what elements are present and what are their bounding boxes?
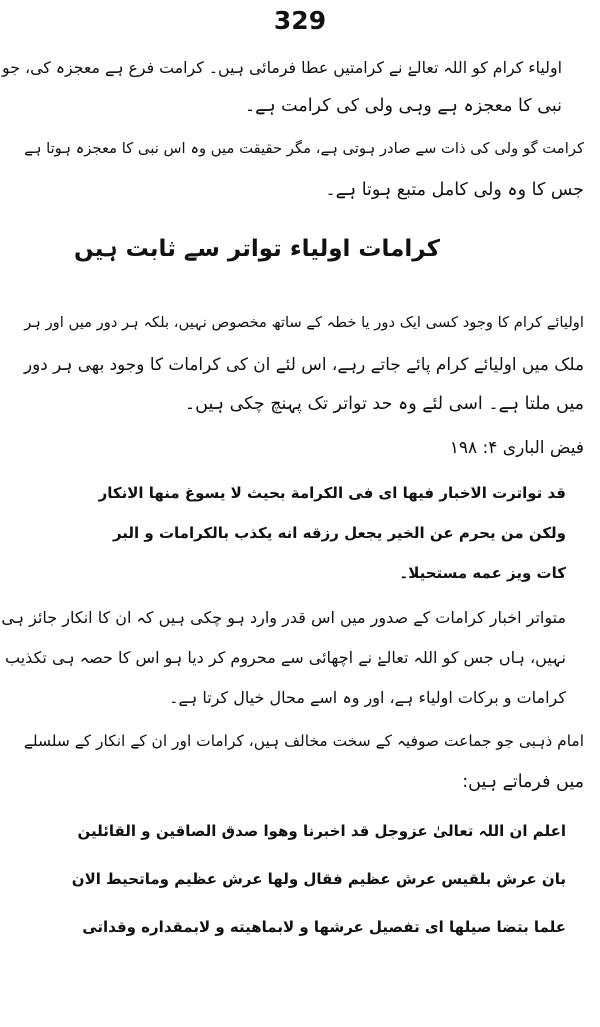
reference-line: فیض الباری ۴: ۱۹۸ <box>449 438 584 458</box>
text-line: نہیں، ہاں جس کو اللہ تعالےٰ نے اچھائی سے محروم کر دیا ہو اس کا حصہ ہی تکذیب <box>5 648 566 667</box>
arabic-quote-line: بان عرش بلقیس عرش عظیم فقال ولھا عرش عظیم وماتحیط الان <box>71 870 566 888</box>
arabic-quote-line: ولکن من یحرم عن الخیر یجعل رزقه انه یکذب بالکرامات و البر <box>112 524 566 542</box>
arabic-quote-line: کات ویز عمه مستحیلا۔ <box>399 564 566 582</box>
arabic-quote-line: علما بتضا صیلھا ای تفصیل عرشھا و لابماھیته و لابمقداره وقداتی <box>82 918 566 936</box>
arabic-quote-line: قد تواترت الاخبار فیھا ای فی الکرامة بحیث لا یسوغ منھا الانکار <box>98 484 566 502</box>
text-line: میں فرماتے ہیں: <box>462 772 584 792</box>
text-line: اولیاء کرام کو اللہ تعالےٰ نے کرامتیں عطا فرمائی ہیں۔ کرامت فرع ہے معجزہ کی، جو <box>2 58 562 77</box>
arabic-quote-line: اعلم ان اللہ تعالیٰ عزوجل قد اخبرنا وھوا صدق الصاقین و القائلین <box>77 822 566 840</box>
text-line: جس کا وہ ولی کامل متبع ہوتا ہے۔ <box>325 180 584 200</box>
text-line: کرامات و برکات اولیاء ہے، اور وہ اسے محال خیال کرتا ہے۔ <box>169 688 566 707</box>
section-heading: کرامات اولیاء تواتر سے ثابت ہیں <box>74 236 440 262</box>
text-line: اولیائے کرام کا وجود کسی ایک دور یا خطہ کے ساتھ مخصوص نہیں، بلکہ ہر دور میں اور ہر <box>24 314 584 331</box>
text-line: ملک میں اولیائے کرام پائے جاتے رہے، اس لئے ان کی کرامات کا وجود بھی ہر دور <box>24 354 584 374</box>
text-line: کرامت گو ولی کی ذات سے صادر ہوتی ہے، مگر حقیقت میں وہ اس نبی کا معجزہ ہوتا ہے <box>24 140 584 157</box>
text-line: میں ملتا ہے۔ اسی لئے وہ حد تواتر تک پہنچ چکی ہیں۔ <box>184 394 584 414</box>
text-line: نبی کا معجزہ ہے وہی ولی کی کرامت ہے۔ <box>244 96 562 116</box>
text-line: امام ذہبی جو جماعت صوفیہ کے سخت مخالف ہیں، کرامات اور ان کے انکار کے سلسلے <box>23 732 584 750</box>
text-line: متواتر اخبار کرامات کے صدور میں اس قدر وارد ہو چکی ہیں کہ ان کا انکار جائز ہی <box>1 608 566 627</box>
page-number: 329 <box>273 6 327 35</box>
